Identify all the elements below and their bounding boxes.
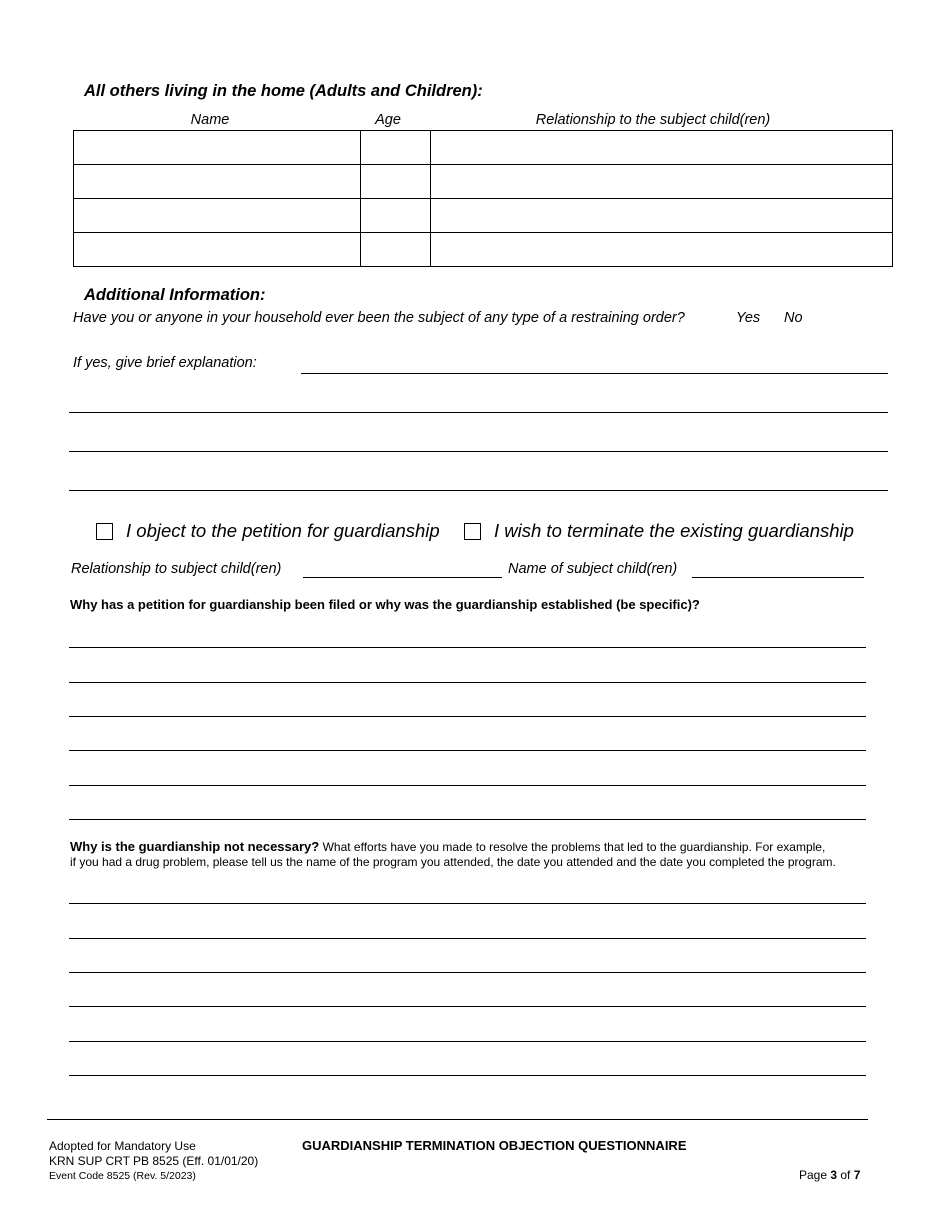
child-name-label: Name of subject child(ren)	[508, 561, 678, 577]
column-header-relationship: Relationship to the subject child(ren)	[535, 112, 771, 128]
answer-line[interactable]	[69, 647, 866, 648]
name-cell[interactable]	[74, 199, 361, 233]
adopted-text: Adopted for Mandatory Use	[49, 1139, 196, 1153]
page-current: 3	[830, 1168, 838, 1182]
answer-line[interactable]	[69, 716, 866, 717]
age-cell[interactable]	[361, 165, 431, 199]
age-cell[interactable]	[361, 233, 431, 267]
answer-line[interactable]	[69, 938, 866, 939]
not-necessary-line1: What efforts have you made to resolve the problems that led to the guardianship. For example,	[319, 840, 826, 854]
answer-line[interactable]	[69, 785, 866, 786]
name-cell[interactable]	[74, 233, 361, 267]
not-necessary-line2: if you had a drug problem, please tell us the name of the program you attended, the date you attended and the date you completed the program.	[70, 855, 836, 869]
page-of: of	[837, 1168, 854, 1182]
answer-line[interactable]	[69, 819, 866, 820]
child-name-line[interactable]	[692, 577, 864, 578]
terminate-guardianship-checkbox[interactable]	[464, 523, 481, 540]
explanation-line[interactable]	[69, 412, 888, 413]
explanation-line[interactable]	[69, 451, 888, 452]
form-title: GUARDIANSHIP TERMINATION OBJECTION QUESTIONNAIRE	[302, 1138, 687, 1153]
table-row	[74, 131, 893, 165]
age-cell[interactable]	[361, 131, 431, 165]
additional-info-heading: Additional Information:	[84, 286, 266, 304]
answer-line[interactable]	[69, 682, 866, 683]
age-cell[interactable]	[361, 199, 431, 233]
answer-line[interactable]	[69, 903, 866, 904]
event-code: Event Code 8525 (Rev. 5/2023)	[49, 1170, 196, 1182]
page-total: 7	[853, 1168, 861, 1182]
relationship-cell[interactable]	[431, 233, 893, 267]
household-heading: All others living in the home (Adults and Children):	[84, 82, 483, 100]
answer-line[interactable]	[69, 1006, 866, 1007]
table-row	[74, 199, 893, 233]
column-header-age: Age	[375, 112, 401, 128]
name-cell[interactable]	[74, 165, 361, 199]
terminate-guardianship-label: I wish to terminate the existing guardianship	[494, 520, 854, 541]
restraining-order-question: Have you or anyone in your household ever been the subject of any type of a restraining order?	[73, 310, 685, 326]
form-code: KRN SUP CRT PB 8525 (Eff. 01/01/20)	[49, 1154, 259, 1168]
answer-line[interactable]	[69, 972, 866, 973]
household-table	[73, 130, 893, 267]
explanation-label: If yes, give brief explanation:	[73, 355, 257, 371]
table-row	[74, 233, 893, 267]
relationship-cell[interactable]	[431, 131, 893, 165]
explanation-line[interactable]	[69, 490, 888, 491]
footer-divider	[47, 1119, 868, 1120]
relationship-line[interactable]	[303, 577, 502, 578]
relationship-cell[interactable]	[431, 199, 893, 233]
why-filed-question: Why has a petition for guardianship been filed or why was the guardianship established (be specific)?	[70, 597, 700, 612]
name-cell[interactable]	[74, 131, 361, 165]
object-petition-label: I object to the petition for guardianship	[126, 520, 440, 541]
answer-line[interactable]	[69, 750, 866, 751]
relationship-label: Relationship to subject child(ren)	[71, 561, 282, 577]
relationship-cell[interactable]	[431, 165, 893, 199]
not-necessary-question	[70, 839, 870, 870]
page-prefix: Page	[799, 1168, 831, 1182]
not-necessary-bold: Why is the guardianship not necessary?	[70, 839, 320, 854]
column-header-name: Name	[190, 112, 230, 128]
no-option[interactable]: No	[784, 310, 803, 326]
page-number	[799, 1168, 860, 1182]
answer-line[interactable]	[69, 1075, 866, 1076]
yes-option[interactable]: Yes	[736, 310, 761, 326]
object-petition-checkbox[interactable]	[96, 523, 113, 540]
table-row	[74, 165, 893, 199]
answer-line[interactable]	[69, 1041, 866, 1042]
explanation-line[interactable]	[301, 373, 888, 374]
